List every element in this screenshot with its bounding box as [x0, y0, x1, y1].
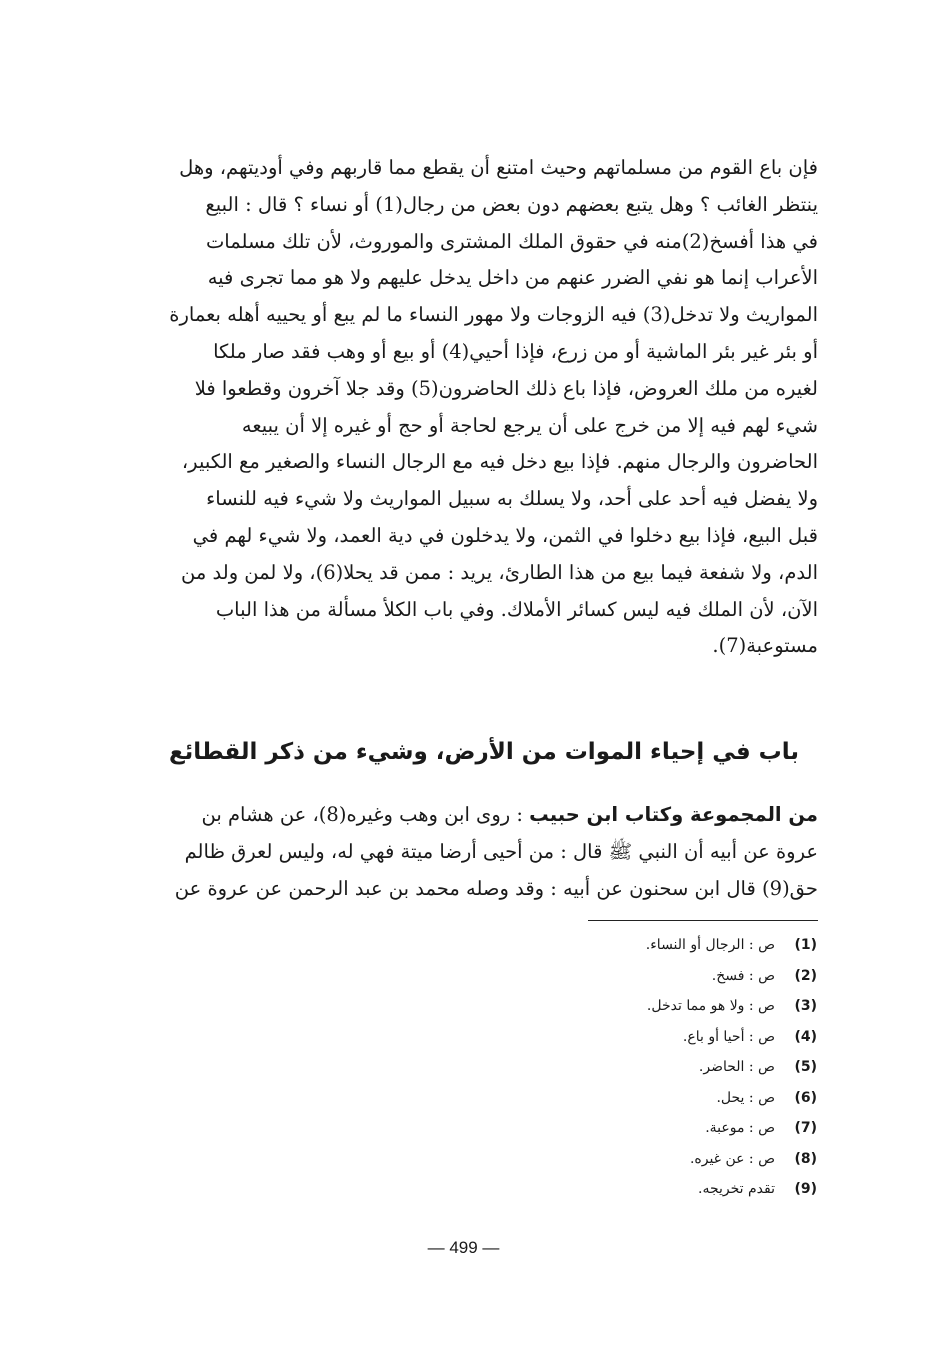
- text-line: [150, 628, 818, 665]
- text-line: [150, 334, 818, 371]
- footnote: [457, 1052, 817, 1083]
- footnote-text: تقدم تخريجه.: [698, 1181, 775, 1197]
- line-text: عروة عن أبيه أن النبي ﷺ قال : من أحيى أرضا ميتة فهي له، وليس لعرق ظالم: [184, 839, 818, 863]
- footnote-text: ص : أحيا أو باع.: [682, 1028, 775, 1045]
- text-line: [150, 297, 818, 334]
- paragraph-1: [150, 150, 818, 665]
- footnote-number: (3): [794, 998, 817, 1014]
- line-text: أو بئر غير بئر الماشية أو من زرع، فإذا أحيي(4) أو بيع أو وهب فقد صار ملكا: [213, 339, 818, 363]
- footnote-number: (9): [794, 1181, 817, 1197]
- text-line: [150, 408, 818, 445]
- line-text: ولا يفضل فيه أحد على أحد، ولا يسلك به سبيل المواريث ولا شيء فيه للنساء: [206, 487, 818, 511]
- line-text: قبل البيع، فإذا بيع دخلوا في الثمن، ولا يدخلون في دية العمد، ولا شيء لهم في: [192, 523, 818, 547]
- page-number: — 499 —: [427, 1238, 500, 1257]
- footnote-number: (2): [794, 967, 817, 984]
- line-text: فإن باع القوم من مسلماتهم وحيث امتنع أن يقطع مما قاربهم وفي أوديتهم، وهل: [179, 156, 818, 179]
- footnote: [457, 1144, 817, 1175]
- line-text: الحاضرون والرجال منهم. فإذا بيع دخل فيه مع الرجال النساء والصغير مع الكبير،: [181, 450, 818, 474]
- footnote-text: ص : الحاضر.: [698, 1059, 775, 1075]
- footnote-text: ص : يحل.: [716, 1089, 775, 1106]
- source-lead: من المجموعة وكتاب ابن حبيب: [529, 803, 818, 826]
- footnote: [457, 1113, 817, 1144]
- footnote-text: ص : موعبة.: [705, 1120, 775, 1136]
- line-text-rest: : روى ابن وهب وغيره(8)، عن هشام بن: [201, 803, 530, 826]
- footnotes: [457, 930, 817, 1205]
- text-line: [150, 834, 818, 871]
- footnote: [457, 991, 817, 1022]
- footnote: [457, 1083, 817, 1114]
- section-heading: باب في إحياء الموات من الأرض، وشيء من ذكر القطائع: [168, 739, 800, 765]
- line-text: لغيره من ملك العروض، فإذا باع ذلك الحاضرون(5) وقد جلا آخرون وقطعوا فلا: [194, 376, 818, 400]
- paragraph-2: [150, 797, 818, 907]
- footnote-number: (6): [794, 1089, 817, 1106]
- footnote: [457, 1022, 817, 1053]
- line-text: [201, 797, 818, 834]
- footnote-text: ص : ولا هو مما تدخل.: [646, 998, 775, 1014]
- footnote-number: (4): [794, 1028, 817, 1045]
- footnote: [457, 930, 817, 961]
- line-text: شيء لهم فيه إلا من خرج على أن يرجع لحاجة أو حج أو غيره إلا أن يبيعه: [241, 413, 818, 437]
- line-text: مستوعبة(7).: [712, 634, 818, 658]
- footnote-number: (7): [794, 1120, 817, 1136]
- footnote-divider: [588, 920, 818, 921]
- line-text: الدم، ولا شفعة فيما بيع من هذا الطارئ، يريد : ممن قد يحلا(6)، ولا لمن ولد من: [181, 560, 818, 584]
- line-text: الأعراب إنما هو نفي الضرر عنهم من داخل يدخل عليهم ولا هو مما تجرى فيه: [207, 266, 818, 290]
- line-text: المواريث ولا تدخل(3) فيه الزوجات ولا مهور النساء ما لم يبع أو يحييه أهله بعمارة: [169, 303, 818, 327]
- text-line: [150, 481, 818, 518]
- line-text: في هذا أفسخ(2)منه في حقوق الملك المشترى والموروث، لأن تلك مسلمات: [205, 229, 818, 253]
- line-text: الآن، لأن الملك فيه ليس كسائر الأملاك. وفي باب الكلأ مسألة من هذا الباب: [215, 597, 818, 621]
- text-line: [150, 555, 818, 592]
- text-line: [150, 871, 818, 908]
- line-text: حق(9) قال ابن سحنون عن أبيه : وقد وصله محمد بن عبد الرحمن عن عروة عن: [174, 876, 818, 900]
- footnote: [457, 1174, 817, 1205]
- line-text: ينتظر الغائب ؟ وهل يتبع بعضهم دون بعض من رجال(1) أو نساء ؟ قال : البيع: [205, 192, 818, 216]
- footnote-text: ص : فسخ.: [711, 967, 775, 984]
- footnote-number: (8): [794, 1150, 817, 1167]
- footnote-text: ص : الرجال أو النساء.: [645, 937, 775, 953]
- footnote-text: ص : عن غيره.: [689, 1150, 775, 1167]
- text-line: [150, 592, 818, 629]
- text-line: [150, 371, 818, 408]
- text-line: [150, 797, 818, 834]
- text-line: [150, 260, 818, 297]
- footnote: [457, 961, 817, 992]
- text-line: [150, 187, 818, 224]
- text-line: [150, 150, 818, 187]
- footnote-number: (5): [794, 1059, 817, 1075]
- text-line: [150, 444, 818, 481]
- text-line: [150, 224, 818, 261]
- footnote-number: (1): [794, 937, 817, 953]
- text-line: [150, 518, 818, 555]
